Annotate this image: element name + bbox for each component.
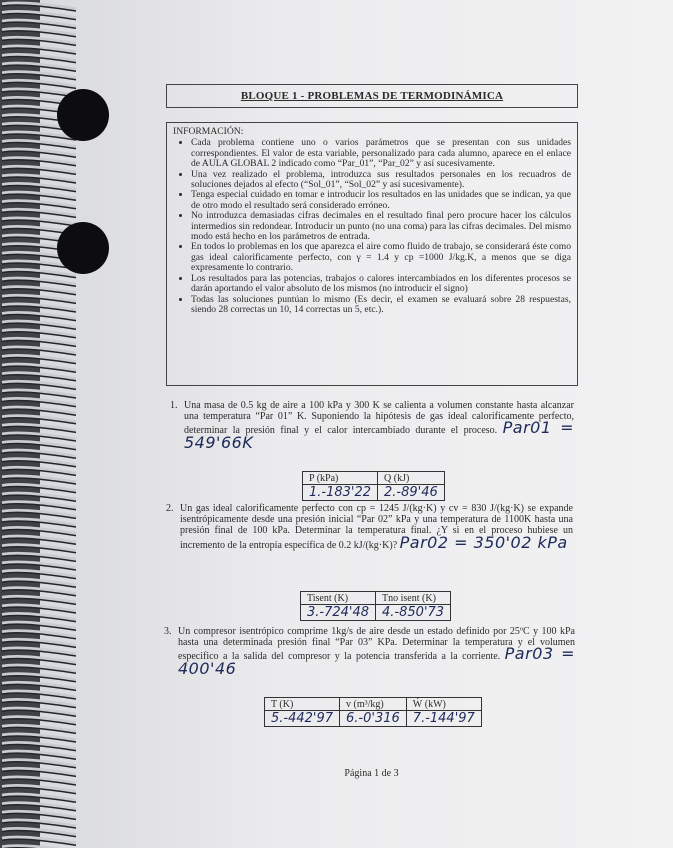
punch-hole-middle	[57, 222, 109, 274]
info-item: • Los resultados para las potencias, trabajos o calores intercambiados en los diferentes procesos se darán aportando el valor absoluto de los mismos (no introducir el signo)	[191, 274, 571, 295]
problem-number: 2.	[166, 503, 174, 514]
results-table-3	[264, 697, 482, 727]
handwritten-answer: 6.-0'316	[346, 711, 400, 726]
problem-3	[164, 626, 576, 678]
problem-2	[166, 503, 573, 552]
column-header: T (K)	[265, 698, 340, 711]
handwritten-answer: 7.-144'97	[412, 711, 475, 726]
column-header: Q (kJ)	[378, 472, 445, 485]
handwritten-answer: 4.-850'73	[382, 605, 445, 620]
column-header: Tisent (K)	[301, 592, 376, 605]
answer-cell[interactable]	[303, 485, 378, 501]
column-header: Tno isent (K)	[376, 592, 451, 605]
answer-cell[interactable]	[406, 711, 481, 727]
info-list	[173, 138, 571, 315]
problem-text: Una masa de 0.5 kg de aire a 100 kPa y 300 K se calienta a volumen constante hasta alcanzar una temperatura “Par 01” K. Suponiendo la hipótesis de gas ideal calorificamente perfecto, determinar la presión final y el calor intercambiado durante el proceso.	[184, 400, 574, 437]
problem-text: Un gas ideal calorificamente perfecto con cp = 1245 J/(kg·K) y cv = 830 J/(kg·K) se expande isentrópicamente desde una presión inicial “Par 02” kPa y una temperatura de 1100K hasta una presión final de 100 kPa. Determinar la temperatura final. ¿Y si en el proceso hubiese un incremento de la entropía específica de 0.2 kJ/(kg·K)?	[180, 503, 573, 551]
info-heading: INFORMACIÓN:	[173, 126, 244, 137]
info-item: • Cada problema contiene uno o varios parámetros que se presentan con sus unidades correspondientes. El valor de esta variable, personalizado para cada alumno, aparece en el enlace de AULA GLOBAL 2 indicado como “Par_01”, “Par_02” y así sucesivamente.	[191, 138, 571, 169]
column-header: v (m³/kg)	[340, 698, 407, 711]
answer-cell[interactable]	[301, 605, 376, 621]
info-item: • Tenga especial cuidado en tomar e introducir los resultados en las unidades que se indican, ya que de otro modo el resultado será considerado erróneo.	[191, 190, 571, 211]
info-item: • Una vez realizado el problema, introduzca sus resultados personales en los recuadros de soluciones dejados al efecto (“Sol_01”, “Sol_02” y así sucesivamente).	[191, 170, 571, 191]
punch-hole-top	[57, 89, 109, 141]
results-table-1	[302, 471, 445, 501]
problem-number: 3.	[164, 626, 172, 637]
answer-cell[interactable]	[265, 711, 340, 727]
info-item: • No introduzca demasiadas cifras decimales en el resultado final pero procure hacer los cálculos intermedios sin redondear. Introducir un punto (no una coma) para las cifras decimales. Del mismo modo está hecho en los parámetros de entrada.	[191, 211, 571, 242]
info-item: • Todas las soluciones puntúan lo mismo (Es decir, el examen se evaluará sobre 28 respuestas, siendo 28 correctas un 10, 14 correctas un 5, etc.).	[191, 295, 571, 316]
problem-number: 1.	[170, 400, 178, 411]
page-title: BLOQUE 1 - PROBLEMAS DE TERMODINÁMICA	[166, 84, 578, 108]
results-table-2	[300, 591, 451, 621]
answer-cell[interactable]	[376, 605, 451, 621]
info-item: • En todos lo problemas en los que aparezca el aire como fluido de trabajo, se considerará éste como gas ideal calorificamente perfecto, con γ = 1.4 y cp =1000 J/kg.K, a menos que se diga expresamente lo contrario.	[191, 242, 571, 273]
page-number: Página 1 de 3	[344, 768, 399, 779]
handwritten-answer: 5.-442'97	[271, 711, 334, 726]
handwritten-answer: 1.-183'22	[309, 485, 372, 500]
handwritten-answer: 3.-724'48	[307, 605, 370, 620]
answer-cell[interactable]	[340, 711, 407, 727]
handwritten-parameter: Par03 = 400'46	[178, 644, 576, 678]
column-header: Ẇ (kW)	[406, 698, 481, 711]
answer-cell[interactable]	[378, 485, 445, 501]
handwritten-answer: 2.-89'46	[384, 485, 438, 500]
handwritten-parameter: Par02 = 350'02 kPa	[399, 532, 568, 552]
column-header: P (kPa)	[303, 472, 378, 485]
handwritten-parameter: Par01 = 549'66K	[184, 418, 574, 452]
information-box	[166, 122, 578, 386]
problem-text: Un compresor isentrópico comprime 1kg/s de aire desde un estado definido por 25ºC y 100 kPa hasta una determinada presión final “Par 03” KPa. Determinar la temperatura y el volumen especifico a la salida del compresor y la potencia transferida a la corriente.	[178, 626, 575, 663]
problem-1	[170, 400, 574, 452]
